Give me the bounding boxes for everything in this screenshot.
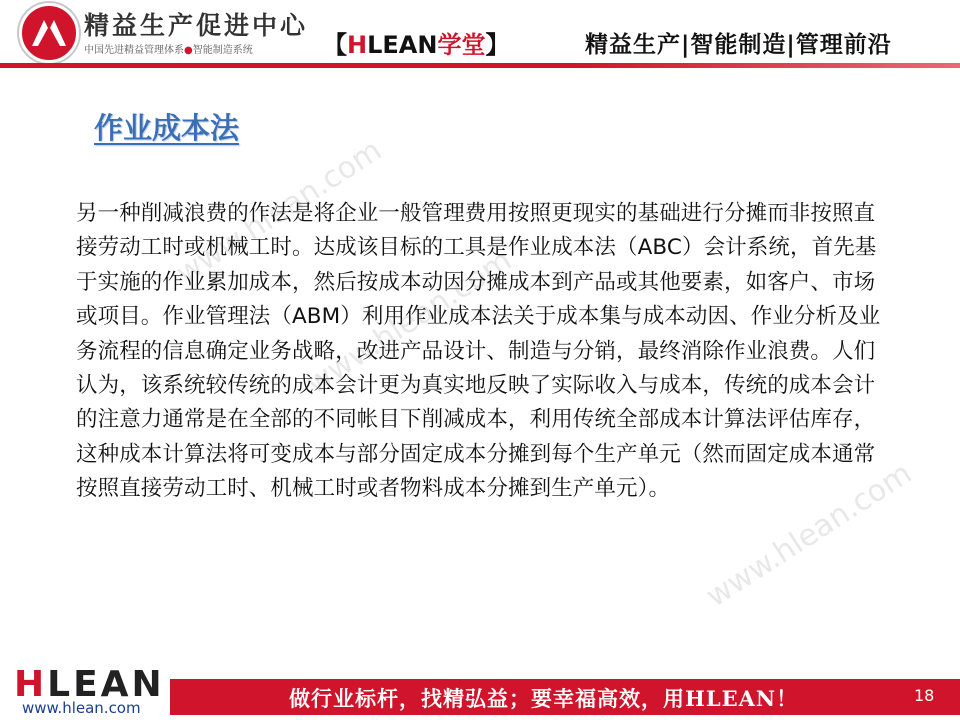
header [0,0,960,66]
watermark-text: www.hlean.com [700,455,918,615]
brand-label [323,25,509,60]
brand-close-bracket: 】 [485,31,510,59]
org-logo-icon [19,3,79,63]
org-name: 精益生产促进中心 [84,11,309,40]
footer-slogan: 做行业标杆，找精弘益；要幸福高效，用HLEAN！ [289,686,799,711]
org-slogan [84,41,253,56]
org-slogan-part1: 中国先进精益管理体系 [84,45,184,56]
org-slogan-part2: 智能制造系统 [192,45,253,56]
footer-url: www.hlean.com [22,699,141,717]
header-tagline: 精益生产|智能制造|管理前沿 [585,32,892,58]
watermark-text: www.hlean.com [300,242,518,402]
page-number: 18 [914,686,935,705]
footer-logo-lean: LEAN [47,664,165,705]
brand-lean: LEAN [367,31,438,59]
body-paragraph: 另一种削减浪费的作法是将企业一般管理费用按照更现实的基础进行分摊而非按照直接劳动工时或机械工时。达成该目标的工具是作业成本法（ABC）会计系统，首先基于实施的作业累加成本，然后按成本动因分摊成本到产品或其他要素，如客户、市场或项目。作业管理法（ABM）利用作业成本法关于成本集与成本动因、作业分析及业务流程的信息确定业务战略，改进产品设计、制造与分销，最终消除作业浪费。人们认为，该系统较传统的成本会计更为真实地反映了实际收入与成本，传统的成本会计的注意力通常是在全部的不同帐目下削减成本，利用传统全部成本计算法评估库存，这种成本计算法将可变成本与部分固定成本分摊到每个生产单元（然而固定成本通常按照直接劳动工时、机械工时或者物料成本分摊到生产单元）。 [76,201,881,502]
watermark-text: www.hlean.com [170,132,388,292]
logo-mark-icon [22,6,76,60]
brand-open-bracket: 【 [323,31,347,59]
slide-title: 作业成本法 [94,111,240,145]
header-divider [0,63,960,68]
brand-h: H [347,31,368,59]
slogan-dot-icon: ● [184,45,193,56]
brand-school: 学堂 [437,31,486,59]
footer-logo-h: H [14,664,48,705]
